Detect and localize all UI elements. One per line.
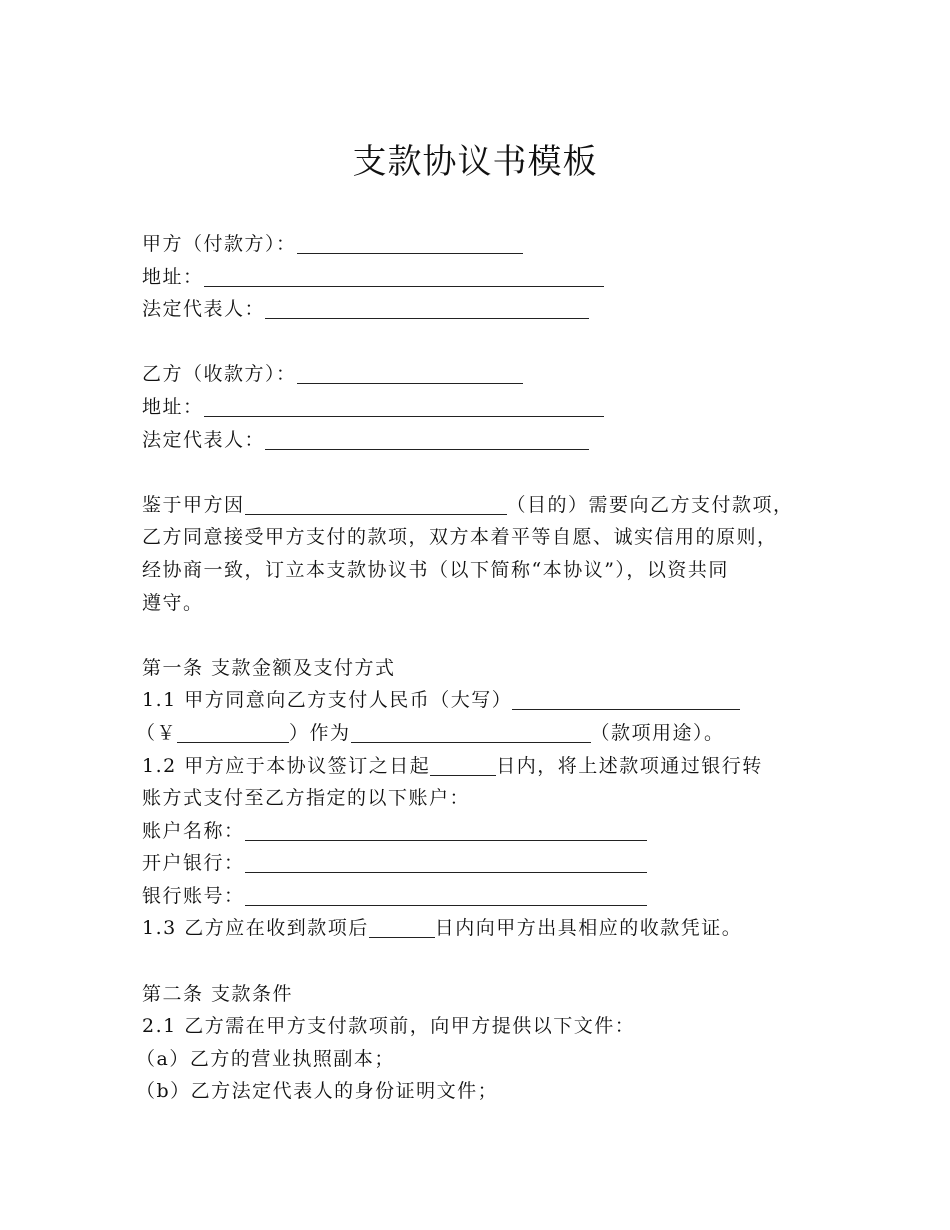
party-a-label: 甲方（付款方）： xyxy=(142,233,297,255)
clause-1-3-line xyxy=(142,912,842,945)
bank-name-line xyxy=(142,847,842,880)
usage-blank[interactable] xyxy=(351,722,591,743)
preamble-text-1b: （目的）需要向乙方支付款项， xyxy=(506,493,794,516)
account-number-line xyxy=(142,880,842,913)
preamble-line-4: 遵守。 xyxy=(142,591,204,614)
receipt-days-blank[interactable] xyxy=(369,918,435,939)
bank-name-blank[interactable] xyxy=(245,852,647,873)
document-body xyxy=(136,228,842,1108)
party-b-address-label: 地址： xyxy=(142,395,204,418)
party-b-blank[interactable] xyxy=(297,363,523,384)
purpose-blank[interactable] xyxy=(245,494,507,515)
party-a-address-blank[interactable] xyxy=(204,266,604,287)
party-a-blank[interactable] xyxy=(297,233,523,254)
article-2-heading: 第二条 支款条件 xyxy=(142,982,294,1005)
account-number-label: 银行账号： xyxy=(142,884,245,907)
clause-1-2-text-a: 1.2 甲方应于本协议签订之日起 xyxy=(142,754,431,777)
account-name-label: 账户名称： xyxy=(142,819,245,842)
party-a-address-line xyxy=(142,261,842,294)
party-b-line xyxy=(142,358,842,391)
clause-1-2-line-1 xyxy=(142,750,842,783)
clause-1-2-text-b: 日内，将上述款项通过银行转 xyxy=(496,754,763,777)
party-b-rep-line xyxy=(142,424,842,457)
preamble-text-1a: 鉴于甲方因 xyxy=(142,493,245,516)
clause-1-3-text-b: 日内向甲方出具相应的收款凭证。 xyxy=(434,917,743,940)
preamble-line-3: 经协商一致，订立本支款协议书（以下简称“本协议”），以资共同 xyxy=(142,558,729,581)
account-number-blank[interactable] xyxy=(245,885,647,906)
clause-2-1-item-b: （b）乙方法定代表人的身份证明文件； xyxy=(136,1080,499,1103)
article-1-heading: 第一条 支款金额及支付方式 xyxy=(142,656,396,679)
document-title: 支款协议书模板 xyxy=(352,142,598,182)
clause-2-1-item-a: （a）乙方的营业执照副本； xyxy=(136,1047,395,1070)
party-a-rep-label: 法定代表人： xyxy=(142,298,266,321)
preamble-line-1 xyxy=(142,489,842,522)
clause-1-1-as-text: ）作为 xyxy=(289,721,351,744)
party-b-address-blank[interactable] xyxy=(204,396,604,417)
clause-1-1-line-1 xyxy=(142,684,842,717)
amount-figure-prefix: （￥ xyxy=(136,721,178,744)
preamble-line-2: 乙方同意接受甲方支付的款项，双方本着平等自愿、诚实信用的原则， xyxy=(142,526,778,549)
clause-1-2-line-2: 账方式支付至乙方指定的以下账户： xyxy=(142,787,471,810)
clause-2-1-line: 2.1 乙方需在甲方支付款项前，向甲方提供以下文件： xyxy=(142,1015,636,1038)
usage-suffix: （款项用途）。 xyxy=(590,721,725,744)
party-b-address-line xyxy=(142,391,842,424)
clause-1-1-line-2 xyxy=(136,717,842,750)
amount-figure-blank[interactable] xyxy=(177,722,289,743)
clause-1-1-text: 1.1 甲方同意向乙方支付人民币（大写） xyxy=(142,689,513,712)
party-a-rep-line xyxy=(142,293,842,326)
bank-name-label: 开户银行： xyxy=(142,852,245,875)
account-name-blank[interactable] xyxy=(245,820,647,841)
payment-days-blank[interactable] xyxy=(430,755,496,776)
amount-words-blank[interactable] xyxy=(512,689,740,710)
party-b-rep-blank[interactable] xyxy=(265,429,589,450)
party-a-rep-blank[interactable] xyxy=(265,298,589,319)
party-b-rep-label: 法定代表人： xyxy=(142,428,266,451)
account-name-line xyxy=(142,815,842,848)
party-b-label: 乙方（收款方）： xyxy=(142,363,297,386)
party-a-line xyxy=(142,228,842,261)
party-a-address-label: 地址： xyxy=(142,265,204,288)
clause-1-3-text-a: 1.3 乙方应在收到款项后 xyxy=(142,917,369,940)
